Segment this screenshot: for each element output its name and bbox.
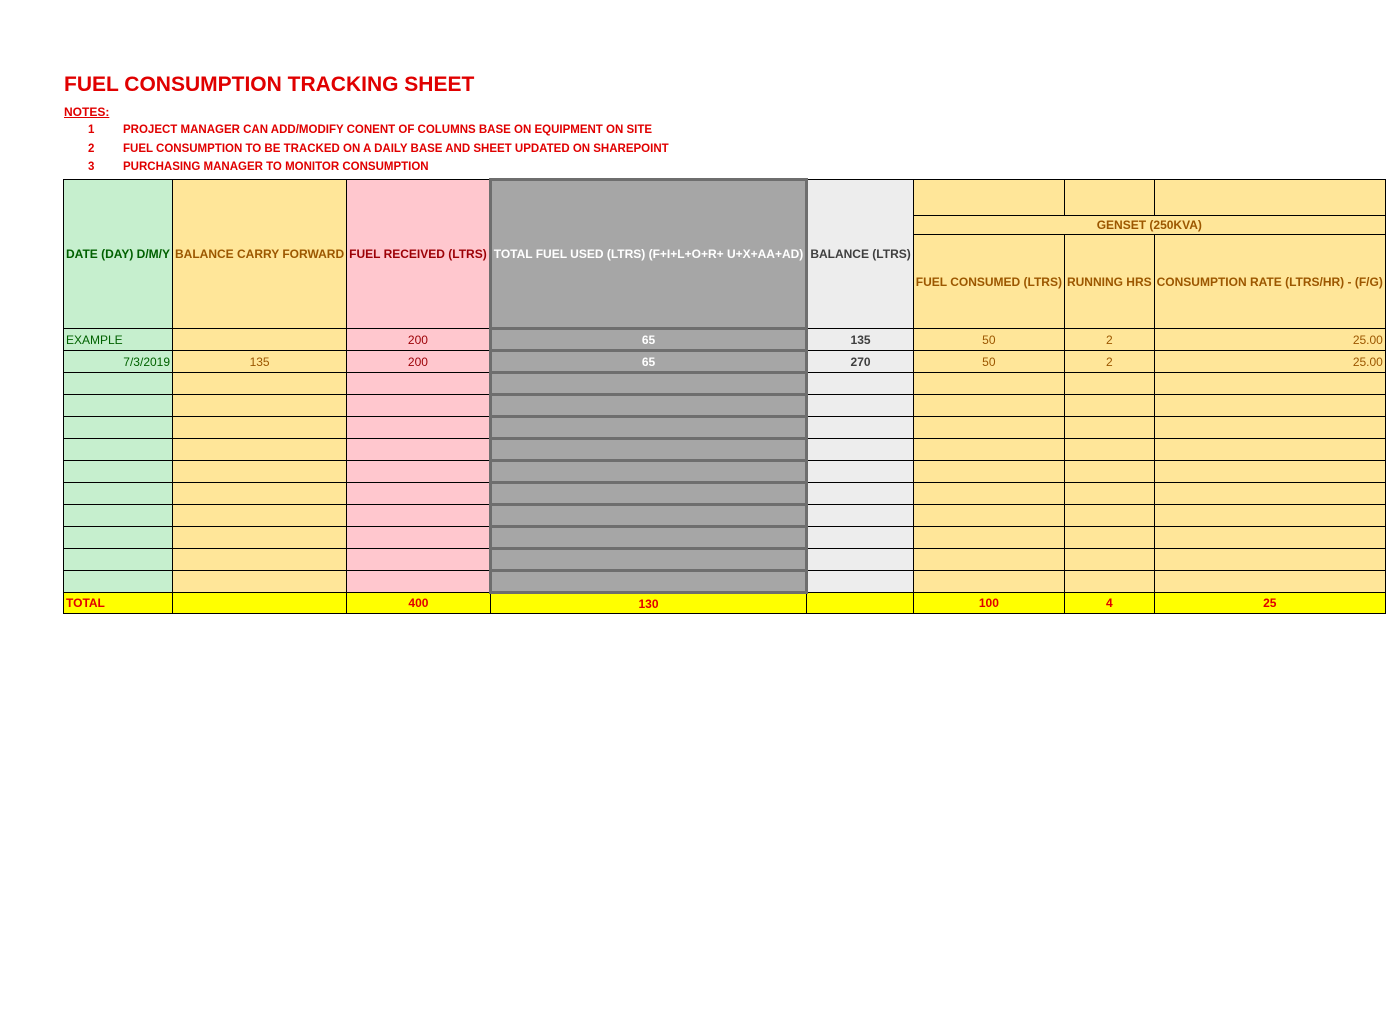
header-date[interactable]: DATE (DAY) D/M/Y — [64, 180, 173, 329]
cell-fuel-received[interactable] — [347, 571, 491, 593]
table-row — [64, 351, 1386, 373]
header-balance[interactable]: BALANCE (LTRS) — [807, 180, 913, 329]
cell-date[interactable] — [64, 527, 173, 549]
note-number: 1 — [88, 124, 95, 136]
cell-total-fuel-used[interactable] — [490, 417, 807, 439]
cell-balance[interactable] — [807, 549, 913, 571]
empty-row — [64, 505, 1386, 527]
total-fuel-used[interactable]: 130 — [490, 593, 807, 614]
cell-balance-carry-forward[interactable] — [173, 417, 347, 439]
cell-total-fuel-used[interactable] — [490, 483, 807, 505]
cell-consumption-rate[interactable]: 25.00 — [1154, 351, 1385, 373]
total-consumption-rate[interactable]: 25 — [1154, 593, 1385, 614]
cell-balance[interactable] — [807, 527, 913, 549]
fuel-table — [63, 178, 1386, 614]
cell-fuel-consumed[interactable] — [913, 527, 1064, 549]
cell-total-fuel-used[interactable] — [490, 373, 807, 395]
cell-consumption-rate[interactable] — [1154, 527, 1385, 549]
note-number: 3 — [88, 161, 95, 173]
cell-fuel-received[interactable]: 200 — [347, 329, 491, 351]
note-text: PURCHASING MANAGER TO MONITOR CONSUMPTION — [123, 161, 429, 173]
cell-balance-carry-forward[interactable] — [173, 527, 347, 549]
cell-balance-carry-forward[interactable] — [173, 505, 347, 527]
cell-running-hrs[interactable] — [1064, 373, 1154, 395]
cell-running-hrs[interactable] — [1064, 571, 1154, 593]
cell-consumption-rate[interactable] — [1154, 461, 1385, 483]
cell-consumption-rate[interactable] — [1154, 483, 1385, 505]
cell-date[interactable] — [64, 417, 173, 439]
cell-date[interactable] — [64, 571, 173, 593]
cell-fuel-consumed[interactable] — [913, 439, 1064, 461]
cell-consumption-rate[interactable] — [1154, 571, 1385, 593]
cell-total-fuel-used[interactable]: 65 — [490, 329, 807, 351]
cell-running-hrs[interactable] — [1064, 527, 1154, 549]
cell-running-hrs[interactable] — [1064, 505, 1154, 527]
cell-fuel-received[interactable] — [347, 483, 491, 505]
cell-fuel-received[interactable] — [347, 395, 491, 417]
cell-running-hrs[interactable]: 2 — [1064, 351, 1154, 373]
total-running-hrs[interactable]: 4 — [1064, 593, 1154, 614]
cell-balance-carry-forward[interactable] — [173, 483, 347, 505]
cell-balance-carry-forward[interactable] — [173, 549, 347, 571]
cell-date[interactable] — [64, 395, 173, 417]
cell-balance[interactable]: 135 — [807, 329, 913, 351]
empty-rows — [64, 373, 1386, 593]
cell-running-hrs[interactable] — [1064, 417, 1154, 439]
cell-total-fuel-used[interactable] — [490, 439, 807, 461]
cell-consumption-rate[interactable]: 25.00 — [1154, 329, 1385, 351]
empty-row — [64, 527, 1386, 549]
cell-consumption-rate[interactable] — [1154, 439, 1385, 461]
total-balance[interactable] — [807, 593, 913, 614]
header-total-fuel-used[interactable]: TOTAL FUEL USED (LTRS) (F+I+L+O+R+ U+X+AA+AD) — [490, 180, 807, 329]
note-text: FUEL CONSUMPTION TO BE TRACKED ON A DAILY BASE AND SHEET UPDATED ON SHAREPOINT — [123, 143, 669, 155]
table-row — [64, 329, 1386, 351]
header-consumption-rate[interactable]: CONSUMPTION RATE (LTRS/HR) - (F/G) — [1154, 235, 1385, 329]
header-blank-cell[interactable] — [913, 180, 1064, 216]
cell-fuel-consumed[interactable]: 50 — [913, 351, 1064, 373]
empty-row — [64, 395, 1386, 417]
header-genset[interactable]: GENSET (250KVA) — [913, 215, 1385, 235]
total-label[interactable]: TOTAL — [64, 593, 173, 614]
cell-total-fuel-used[interactable]: 65 — [490, 351, 807, 373]
empty-row — [64, 417, 1386, 439]
cell-consumption-rate[interactable] — [1154, 417, 1385, 439]
cell-fuel-received[interactable] — [347, 461, 491, 483]
cell-date[interactable] — [64, 549, 173, 571]
header-blank-cell[interactable] — [1154, 180, 1385, 216]
note-text: PROJECT MANAGER CAN ADD/MODIFY CONENT OF COLUMNS BASE ON EQUIPMENT ON SITE — [123, 124, 653, 136]
cell-balance-carry-forward[interactable] — [173, 395, 347, 417]
cell-running-hrs[interactable] — [1064, 483, 1154, 505]
cell-balance-carry-forward[interactable] — [173, 461, 347, 483]
header-running-hrs[interactable]: RUNNING HRS — [1064, 235, 1154, 329]
cell-running-hrs[interactable]: 2 — [1064, 329, 1154, 351]
total-fuel-received[interactable]: 400 — [347, 593, 491, 614]
cell-balance-carry-forward[interactable]: 135 — [173, 351, 347, 373]
cell-fuel-received[interactable] — [347, 373, 491, 395]
empty-row — [64, 373, 1386, 395]
note-number: 2 — [88, 143, 95, 155]
cell-fuel-consumed[interactable] — [913, 571, 1064, 593]
empty-row — [64, 549, 1386, 571]
cell-total-fuel-used[interactable] — [490, 461, 807, 483]
cell-date[interactable] — [64, 439, 173, 461]
cell-fuel-consumed[interactable] — [913, 505, 1064, 527]
header-fuel-consumed[interactable]: FUEL CONSUMED (LTRS) — [913, 235, 1064, 329]
cell-fuel-consumed[interactable] — [913, 373, 1064, 395]
cell-fuel-received[interactable] — [347, 417, 491, 439]
cell-balance[interactable] — [807, 505, 913, 527]
cell-running-hrs[interactable] — [1064, 461, 1154, 483]
cell-consumption-rate[interactable] — [1154, 395, 1385, 417]
cell-balance-carry-forward[interactable] — [173, 329, 347, 351]
empty-row — [64, 483, 1386, 505]
header-fuel-received[interactable]: FUEL RECEIVED (LTRS) — [347, 180, 491, 329]
cell-balance[interactable] — [807, 483, 913, 505]
cell-fuel-received[interactable] — [347, 549, 491, 571]
empty-row — [64, 571, 1386, 593]
cell-date[interactable]: EXAMPLE — [64, 329, 173, 351]
header-balance-carry-forward[interactable]: BALANCE CARRY FORWARD — [173, 180, 347, 329]
cell-running-hrs[interactable] — [1064, 549, 1154, 571]
cell-total-fuel-used[interactable] — [490, 395, 807, 417]
header-blank-cell[interactable] — [1064, 180, 1154, 216]
cell-balance[interactable] — [807, 571, 913, 593]
cell-running-hrs[interactable] — [1064, 395, 1154, 417]
total-row — [64, 593, 1386, 614]
cell-balance[interactable] — [807, 439, 913, 461]
cell-date[interactable] — [64, 461, 173, 483]
cell-balance[interactable] — [807, 417, 913, 439]
cell-total-fuel-used[interactable] — [490, 549, 807, 571]
cell-balance[interactable] — [807, 461, 913, 483]
cell-date[interactable] — [64, 505, 173, 527]
cell-consumption-rate[interactable] — [1154, 549, 1385, 571]
cell-total-fuel-used[interactable] — [490, 571, 807, 593]
cell-running-hrs[interactable] — [1064, 439, 1154, 461]
cell-total-fuel-used[interactable] — [490, 527, 807, 549]
cell-fuel-consumed[interactable]: 50 — [913, 329, 1064, 351]
cell-consumption-rate[interactable] — [1154, 505, 1385, 527]
cell-fuel-received[interactable]: 200 — [347, 351, 491, 373]
cell-balance-carry-forward[interactable] — [173, 571, 347, 593]
cell-balance-carry-forward[interactable] — [173, 373, 347, 395]
cell-fuel-consumed[interactable] — [913, 549, 1064, 571]
cell-fuel-consumed[interactable] — [913, 483, 1064, 505]
cell-fuel-received[interactable] — [347, 505, 491, 527]
empty-row — [64, 461, 1386, 483]
cell-balance[interactable]: 270 — [807, 351, 913, 373]
cell-date[interactable]: 7/3/2019 — [64, 351, 173, 373]
cell-balance[interactable] — [807, 395, 913, 417]
cell-balance-carry-forward[interactable] — [173, 439, 347, 461]
cell-date[interactable] — [64, 373, 173, 395]
cell-consumption-rate[interactable] — [1154, 373, 1385, 395]
sheet-title: FUEL CONSUMPTION TRACKING SHEET — [64, 73, 475, 96]
empty-row — [64, 439, 1386, 461]
cell-balance[interactable] — [807, 373, 913, 395]
cell-fuel-consumed[interactable] — [913, 417, 1064, 439]
cell-date[interactable] — [64, 483, 173, 505]
total-balance-carry-forward[interactable] — [173, 593, 347, 614]
total-fuel-consumed[interactable]: 100 — [913, 593, 1064, 614]
cell-total-fuel-used[interactable] — [490, 505, 807, 527]
notes-heading: NOTES: — [64, 105, 110, 119]
cell-fuel-consumed[interactable] — [913, 461, 1064, 483]
cell-fuel-received[interactable] — [347, 439, 491, 461]
cell-fuel-received[interactable] — [347, 527, 491, 549]
cell-fuel-consumed[interactable] — [913, 395, 1064, 417]
